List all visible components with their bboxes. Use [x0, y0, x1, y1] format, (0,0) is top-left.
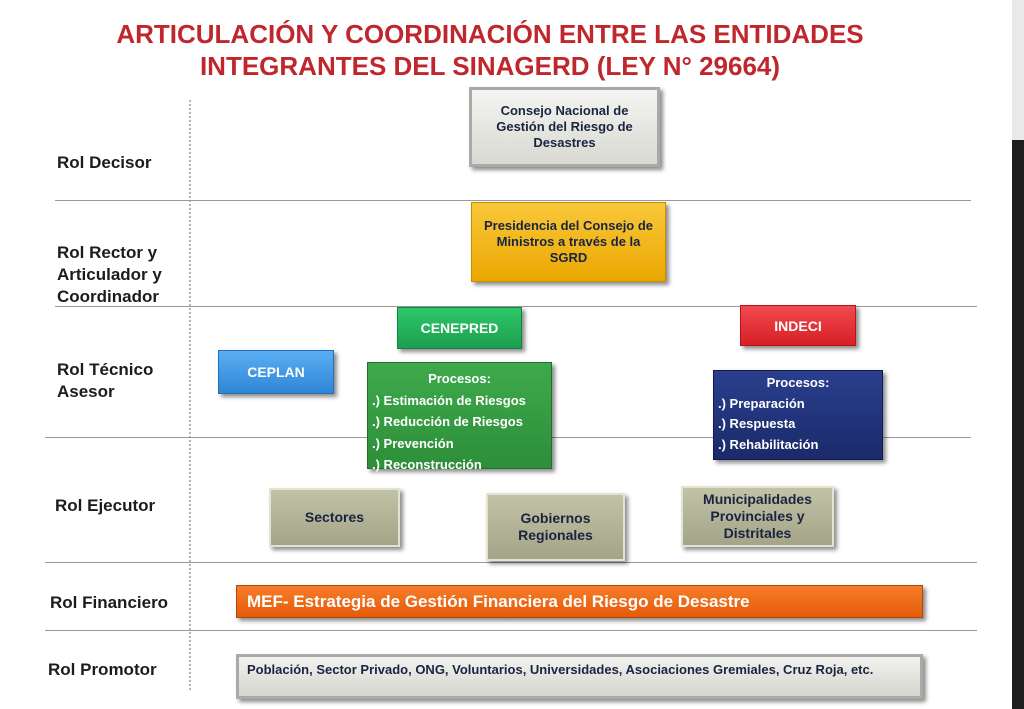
slide-title-line-1: ARTICULACIÓN Y COORDINACIÓN ENTRE LAS ENTIDADES	[116, 19, 864, 49]
cenepred-proceso-item: .) Reducción de Riesgos	[372, 414, 523, 429]
slide-title-line-2: INTEGRANTES DEL SINAGERD (LEY N° 29664)	[199, 51, 781, 81]
role-label-rector-line-1: Rol Rector y	[57, 243, 158, 262]
role-label-financiero: Rol Financiero	[50, 593, 169, 612]
row-divider-decisor	[55, 200, 971, 201]
role-label-tecnico-line-1: Rol Técnico	[57, 360, 154, 379]
sectores-box: Sectores	[269, 488, 400, 547]
indeci-proceso-item: .) Preparación	[718, 395, 805, 411]
row-divider-ejecutor	[45, 562, 977, 563]
role-label-tecnico	[57, 359, 153, 403]
role-label-rector-line-2: Articulador y	[57, 265, 162, 284]
cenepred-proceso-item: .) Reconstrucción	[372, 457, 482, 472]
indeci-proceso-item: .) Respuesta	[718, 416, 796, 431]
municipalidades-box: Municipalidades Provinciales y Distritales	[681, 486, 834, 547]
cenepred-proceso-item: .) Prevención	[372, 435, 454, 451]
role-label-decisor: Rol Decisor	[57, 153, 152, 172]
role-label-tecnico-line-2: Asesor	[57, 382, 115, 401]
row-divider-financiero	[45, 630, 977, 631]
role-label-ejecutor: Rol Ejecutor	[55, 496, 156, 515]
cenepred-box: CENEPRED	[397, 307, 522, 349]
promotor-box: Población, Sector Privado, ONG, Voluntarios, Universidades, Asociaciones Gremiales, Cruz Roja, etc.	[236, 654, 923, 699]
indeci-procesos-header: Procesos:	[766, 375, 830, 390]
vertical-divider	[189, 100, 191, 690]
indeci-procesos-box	[713, 370, 883, 460]
slide-right-edge-dark	[1012, 140, 1024, 709]
presidencia-consejo-box: Presidencia del Consejo de Ministros a través de la SGRD	[471, 202, 666, 282]
mef-box: MEF- Estrategia de Gestión Financiera del Riesgo de Desastre	[236, 585, 923, 618]
cenepred-procesos-header: Procesos:	[428, 371, 491, 386]
ceplan-box: CEPLAN	[218, 350, 334, 394]
gobiernos-regionales-box: Gobiernos Regionales	[486, 493, 625, 561]
role-label-rector	[57, 242, 162, 308]
slide-title	[60, 18, 920, 82]
consejo-nacional-box: Consejo Nacional de Gestión del Riesgo de Desastres	[469, 87, 660, 167]
role-label-rector-line-3: Coordinador	[57, 287, 159, 306]
indeci-box: INDECI	[740, 305, 856, 346]
indeci-proceso-item: .) Rehabilitación	[718, 436, 819, 452]
cenepred-procesos-box	[367, 362, 552, 472]
role-label-promotor: Rol Promotor	[48, 660, 157, 679]
cenepred-proceso-item: .) Estimación de Riesgos	[372, 392, 526, 408]
